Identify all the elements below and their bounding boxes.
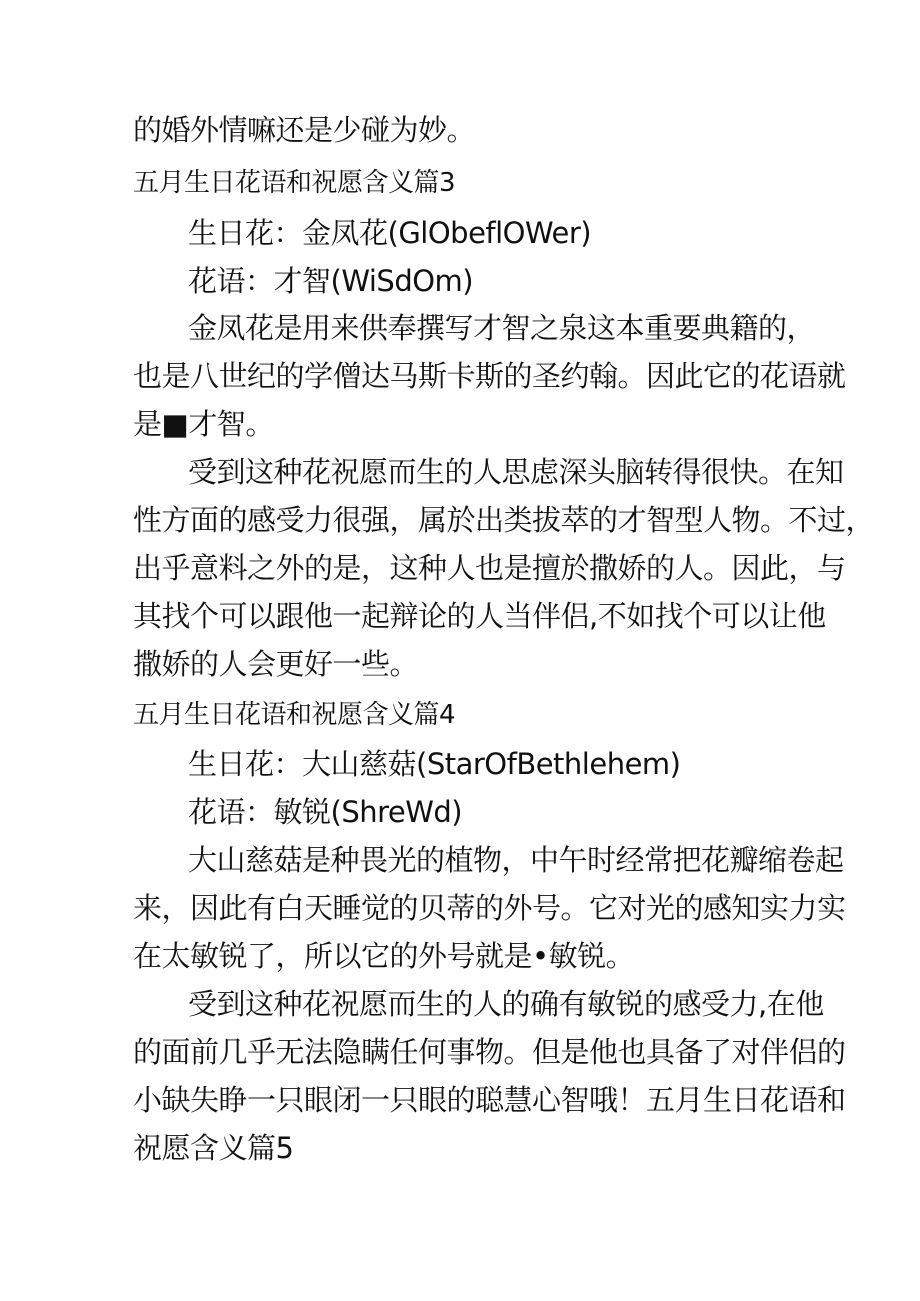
paragraph-line: 也是八世纪的学僧达马斯卡斯的圣约翰。因此它的花语就 [133, 359, 846, 393]
paragraph-line: 祝愿含义篇5 [133, 1131, 294, 1165]
birthday-flower-line: 生日花：大山慈菇(StarOfBethlehem) [188, 747, 681, 781]
flower-language-line: 花语：敏锐(ShreWd) [188, 795, 463, 829]
paragraph-line: 受到这种花祝愿而生的人思虑深头脑转得很快。在知 [188, 455, 844, 489]
section-heading: 五月生日花语和祝愿含义篇3 [133, 168, 456, 198]
paragraph-line: 受到这种花祝愿而生的人的确有敏锐的感受力,在他 [188, 987, 824, 1021]
paragraph-line: 来，因此有白天睡觉的贝蒂的外号。它对光的感知实力实 [133, 891, 846, 925]
flower-language-line: 花语：才智(WiSdOm) [188, 264, 474, 298]
paragraph-line: 性方面的感受力很强，属於出类拔萃的才智型人物。不过， [133, 503, 875, 537]
paragraph-line: 出乎意料之外的是，这种人也是擅於撒娇的人。因此，与 [133, 551, 846, 585]
paragraph-line: 的面前几乎无法隐瞒任何事物。但是他也具备了对伴侣的 [133, 1035, 846, 1069]
birthday-flower-line: 生日花：金凤花(GlObeflOWer) [188, 216, 592, 250]
paragraph-line: 在太敏锐了，所以它的外号就是•敏锐。 [133, 939, 635, 973]
paragraph-line: 其找个可以跟他一起辩论的人当伴侣,不如找个可以让他 [133, 599, 826, 633]
paragraph-line: 是■才智。 [133, 407, 274, 441]
paragraph-line: 大山慈菇是种畏光的植物，中午时经常把花瓣缩卷起 [188, 843, 844, 877]
paragraph-line: 金凤花是用来供奉撰写才智之泉这本重要典籍的， [188, 311, 816, 345]
section-heading: 五月生日花语和祝愿含义篇4 [133, 700, 456, 730]
paragraph-line: 小缺失睁一只眼闭一只眼的聪慧心智哦！五月生日花语和 [133, 1083, 846, 1117]
paragraph-line: 撒娇的人会更好一些。 [133, 647, 419, 681]
paragraph-line: 的婚外情嘛还是少碰为妙。 [133, 113, 476, 147]
